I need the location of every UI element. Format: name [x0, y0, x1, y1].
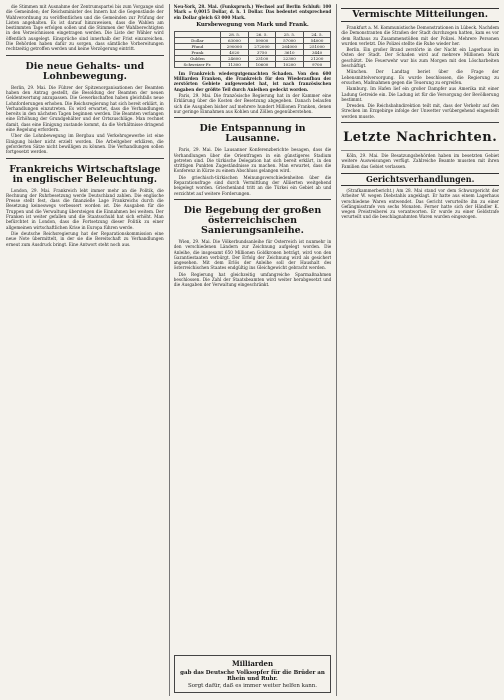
table-cell: 57000 [276, 37, 304, 43]
appeal-subtext: Sorgt dafür, daß es immer weiter helfen kann. [187, 683, 318, 689]
article-paragraph: München. Der Landtag beriet über die Frage der Lebensmittelversorgung. Es wurde beschlossen, die Regierung zu ersuchen, Maßnahmen gegen die Teuerung zu ergreifen. [341, 69, 500, 85]
column-left [6, 4, 164, 696]
divider [174, 199, 332, 200]
article-paragraph: Paris, 29. Mai. Die Lausanner Konferenzberichte besagen, dass die Verhandlungen über die Orientfragen in ein günstigeres Stadium getreten sind. Die türkische Delegation hat sich bereit erklärt, in den strittigen Punkten Zugeständnisse zu machen. Man erwartet, dass die Konferenz in Kürze zu einem Abschluss gelangen wird. [173, 147, 332, 174]
headline-latest-news: Letzte Nachrichten. [343, 130, 498, 146]
headline-misc: Vermischte Mitteilungen. [341, 8, 499, 22]
appeal-box [174, 655, 332, 693]
table-cell: 10200 [276, 61, 304, 67]
table-cell: 21200 [303, 55, 331, 61]
table-cell: 11300 [221, 61, 249, 67]
article-paragraph: Über die Lohnbewegung im Bergbau und Verkehrsgewerbe ist eine Einigung bisher nicht erzielt worden. Die Arbeitgeber erklären, die geforderten Sätze nicht bewilligen zu können. Die Verhandlungen sollen fortgesetzt werden. [6, 133, 164, 155]
table-cell: 63000 [221, 37, 249, 43]
article-paragraph: Berlin. Ein großer Brand zerstörte in der Nacht ein Lagerhaus im Osten der Stadt. Der Schaden wird auf mehrere Millionen Mark geschätzt. Die Feuerwehr war bis zum Morgen mit den Löscharbeiten beschäftigt. [341, 47, 500, 69]
article-paragraph: Hamburg. Im Hafen lief ein großer Dampfer aus Amerika mit einer Ladung Getreide ein. Die Ladung ist für die Versorgung der Bevölkerung bestimmt. [341, 86, 500, 102]
article-paragraph: Die griechisch-türkischen Meinungsverschiedenheiten über die Reparationsfrage sind durch Vermittlung der Alliierten weitgehend beigelegt worden. Griechenland tritt an die Türkei ein Gebiet ab und verzichtet auf weitere Forderungen. [173, 174, 332, 196]
table-cell: Frank [174, 49, 220, 55]
intro-paragraph: die Stimmen mit Ausnahme der Zentrumspartei bis zum Vorgange sind die Gemeinden; der Reichsminister des Innern hat die Gegenstände der Wahlverordnung zu veröffentlichen und die Gemeinden zur Prüfung der Listen angehalten. Es ist darauf hinzuweisen, dass die Wahlen am bestimmten Tage erfolgen sollen und die Stimmen der Wahlberechtigten in den Verzeichnissen eingetragen werden. Die Liste der Wähler wird öffentlich ausgelegt. Einsprüche sind innerhalb der Frist einzureichen. Die Behörden haben dafür zu sorgen, dass sämtliche Vorbereitungen rechtzeitig getroffen werden und keine Verzögerung eintritt. [6, 4, 164, 52]
table-cell: 9700 [303, 61, 331, 67]
table-cell: 3750 [248, 49, 276, 55]
appeal-text: gab das Deutsche Volksopfer für die Brüder an Rhein und Ruhr. [180, 670, 325, 682]
headline-lausanne: Die Entspannung in Lausanne. [199, 123, 306, 145]
table-cell: 59000 [248, 37, 276, 43]
article-paragraph: Paris, 29. Mai. Die französische Regierung hat in der Kammer eine Erklärung über die Kosten der Besetzung abgegeben. Danach belaufen sich die Ausgaben bisher auf mehrere hundert Millionen Franken, denen nur geringe Einnahmen aus Kohlen und Zöllen gegenüberstehen. [173, 93, 332, 114]
headline-france-economy: Frankreichs Wirtschaftslage in englischer Beleuchtung. [9, 163, 161, 185]
article-paragraph: Wien, 29. Mai. Die Völkerbundsanleihe für Österreich ist nunmehr in den verschiedenen Ländern zur Zeichnung aufgelegt worden. Die Anleihe, die insgesamt 650 Millionen Goldkronen beträgt, wird von den Garantiestaaten verbürgt. Der Erfolg der Zeichnung wird als gesichert angesehen. Mit dem Erlös der Anleihe soll der Haushalt des österreichischen Staates endgültig ins Gleichgewicht gebracht werden. [173, 238, 332, 271]
divider [6, 158, 164, 159]
divider [6, 55, 164, 56]
table-cell: 264000 [276, 43, 304, 49]
headline-salary-movement: Die neue Gehalts- und Lohnbewegung. [25, 60, 145, 82]
exchange-rate-table [174, 31, 332, 68]
divider [174, 117, 332, 118]
headline-court: Gerichtsverhandlungen. [341, 173, 499, 186]
table-cell: Gulden [174, 55, 220, 61]
table-row [174, 61, 331, 67]
article-paragraph: Die Regierung hat gleichzeitig umfangreiche Sparmaßnahmen beschlossen. Die Zahl der Staatsbeamten wird weiter herabgesetzt und die Ausgaben der Verwaltung eingeschränkt. [173, 271, 332, 288]
table-cell: 4020 [221, 49, 249, 55]
notice-paragraph: Im Frankreich wiedergutgemachten Schaden. Von den 600 Milliarden Franken, die Frankreich für den Wiederaufbau der zerstörten Gebiete aufgewendet hat, ist nach französischen Angaben der größte Teil durch Anleihen gedeckt worden. [173, 70, 332, 92]
article-paragraph: Berlin, 29. Mai. Die Führer der Spitzenorganisationen der Beamten haben den Antrag gestellt, die Besoldung der Beamten der neuen Geldentwertung anzupassen. Die Gewerkschaften haben gleichfalls neue Lohnforderungen erhoben. Die Reichsregierung hat sich bereit erklärt, in Verhandlungen einzutreten. Es wird erwartet, dass die Verhandlungen bereits in den nächsten Tagen beginnen werden. Die Beamten verlangen eine Erhöhung der Grundgehälter und der Ortszuschläge. Man rechnet damit, dass eine Einigung zustande kommt, da die Verhältnisse dringend eine Regelung erfordern. [6, 84, 164, 133]
table-cell: 290000 [221, 43, 249, 49]
table-cell: Schweizer Fr. [174, 61, 220, 67]
table-cell: 10600 [248, 61, 276, 67]
table-cell: 251000 [303, 43, 331, 49]
table-cell: 54000 [303, 37, 331, 43]
column-middle [169, 4, 332, 696]
table-cell: 22300 [276, 55, 304, 61]
article-paragraph: Köln, 29. Mai. Die Besatzungsbehörden haben im besetzten Gebiet weitere Ausweisungen verfügt. Zahlreiche Beamte mussten mit ihren Familien das Gebiet verlassen. [341, 153, 500, 169]
divider [341, 122, 499, 123]
exchange-header: Neu-York, 28. Mai. (Funkspruch.) Wechsel auf Berlin Schluß: 100 Mark = 0,0015 Dollar, d. h. 1 Dollar. Das bedeutet entsprechend ein Dollar gleich 63 000 Mark. [173, 4, 332, 20]
divider [341, 150, 499, 151]
table-cell: 3610 [276, 49, 304, 55]
article-paragraph: (Strafkammerbericht.) Am 28. Mai stand vor dem Schwurgericht der Arbeiter W. wegen Diebstahls angeklagt. Er hatte aus einem Lagerhaus verschiedene Waren entwendet. Das Gericht verurteilte ihn zu einer Gefängnisstrafe von sechs Monaten. Ferner hatte sich der Händler K. wegen Preistreiberei zu verantworten. Er wurde zu einer Geldstrafe verurteilt und die beschlagnahmten Waren wurden eingezogen. [341, 187, 500, 220]
article-paragraph: Dresden. Die Reichsbahndirektion teilt mit, dass der Verkehr auf den Strecken im Erzgebirge infolge der Unwetter vorübergehend eingestellt werden musste. [341, 103, 500, 119]
exchange-table-title: Kursbewegung von Mark und Frank. [196, 21, 309, 28]
article-paragraph: London, 29. Mai. Frankreich lebt immer mehr an die Politik, die Rechnung der Ruhrbesetzung werde Deutschland zahlen. Die englische Presse stellt fest, dass die finanzielle Lage Frankreichs durch die Besetzung keineswegs verbessert worden ist. Die Ausgaben für die Truppen und die Verwaltung übersteigen die Einnahmen bei weitem. Der Franken ist weiter gefallen und die Staatsschuld hat sich erhöht. Man befürchtet in London, dass die Fortsetzung dieser Politik zu einer allgemeinen wirtschaftlichen Krise in Europa führen werde. [6, 187, 164, 230]
table-cell: Pfund [174, 43, 220, 49]
column-right [336, 4, 499, 696]
table-header-cell: 25. 5. [276, 31, 304, 37]
table-cell: Dollar [174, 37, 220, 43]
headline-austria-loan: Die Begebung der großen österreichischen Sanierungsanleihe. [183, 204, 322, 236]
article-paragraph: Die deutsche Reichsregierung hat der Reparationskommission eine neue Note übermittelt, in der sie die Bereitschaft zu Verhandlungen erneut zum Ausdruck bringt. Eine Antwort steht noch aus. [6, 230, 164, 247]
table-header-cell: 28. 5. [221, 31, 249, 37]
table-cell: 272000 [248, 43, 276, 49]
table-cell: 24600 [221, 55, 249, 61]
table-cell: 23100 [248, 55, 276, 61]
table-header-cell: 24. 5. [303, 31, 331, 37]
article-paragraph: Frankfurt a. M. Kommunistische Demonstrationen in Lübeck. Nachdem die Demonstranten die Straßen der Stadt durchzogen hatten, kam es vor dem Rathaus zu Zusammenstößen mit der Polizei. Mehrere Personen wurden verletzt. Die Polizei stellte die Ruhe wieder her. [341, 25, 500, 46]
table-cell: 3440 [303, 49, 331, 55]
appeal-headline: Milliarden [231, 659, 274, 668]
table-header-cell: 26. 5. [248, 31, 276, 37]
